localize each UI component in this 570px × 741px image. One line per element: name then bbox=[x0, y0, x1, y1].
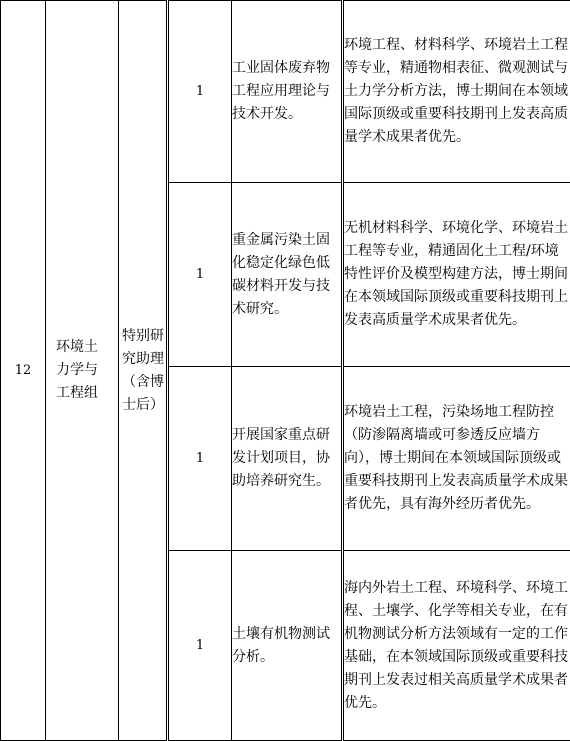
direction-cell bbox=[232, 183, 343, 367]
count-cell bbox=[168, 183, 232, 367]
headcount: 1 bbox=[196, 84, 204, 99]
requirements-text: 无机材料科学、环境化学、环境岩土工程等专业，精通固化土工程/环境特性评价及模型构建方法，博士期间在本领域国际顶级或重要科技期刊上发表高质量学术成果者优先。 bbox=[344, 220, 568, 328]
requirements-cell bbox=[343, 551, 570, 741]
research-direction: 工业固体废弃物工程应用理论与技术开发。 bbox=[232, 60, 330, 122]
direction-cell bbox=[232, 551, 343, 741]
requirements-text: 海内外岩土工程、环境科学、环境工程、土壤学、化学等相关专业，在有机物测试分析方法领域有一定的工作基础，在本领域国际顶级或重要科技期刊上发表过相关高质量学术成果者优先。 bbox=[344, 580, 568, 711]
group-name: 环境土力学与工程组 bbox=[56, 336, 108, 405]
requirements-cell bbox=[343, 1, 570, 183]
headcount: 1 bbox=[196, 638, 204, 653]
research-direction: 重金属污染土固化稳定化绿色低碳材料开发与技术研究。 bbox=[232, 232, 330, 317]
count-cell bbox=[168, 367, 232, 551]
row-number: 12 bbox=[15, 363, 32, 378]
requirements-text: 环境岩土工程，污染场地工程防控（防渗隔离墙或可参透反应墙方向），博士期间在本领域国际顶级或重要科技期刊上发表高质量学术成果者优先，具有海外经历者优先。 bbox=[344, 404, 568, 512]
requirements-text: 环境工程、材料科学、环境岩土工程等专业，精通物相表征、微观测试与土力学分析方法，博士期间在本领域国际顶级或重要科技期刊上发表高质量学术成果者优先。 bbox=[344, 37, 568, 145]
direction-cell bbox=[232, 367, 343, 551]
research-direction: 土壤有机物测试分析。 bbox=[232, 626, 330, 665]
count-cell bbox=[168, 1, 232, 183]
table-row bbox=[1, 1, 570, 183]
post-cell bbox=[119, 1, 168, 741]
requirements-cell bbox=[343, 367, 570, 551]
count-cell bbox=[168, 551, 232, 741]
headcount: 1 bbox=[196, 267, 204, 282]
group-cell bbox=[46, 1, 119, 741]
headcount: 1 bbox=[196, 451, 204, 466]
row-number-cell bbox=[1, 1, 46, 741]
research-direction: 开展国家重点研发计划项目，协助培养研究生。 bbox=[232, 427, 330, 489]
post-name: 特别研究助理（含博士后） bbox=[119, 325, 167, 417]
direction-cell bbox=[232, 1, 343, 183]
requirements-cell bbox=[343, 183, 570, 367]
